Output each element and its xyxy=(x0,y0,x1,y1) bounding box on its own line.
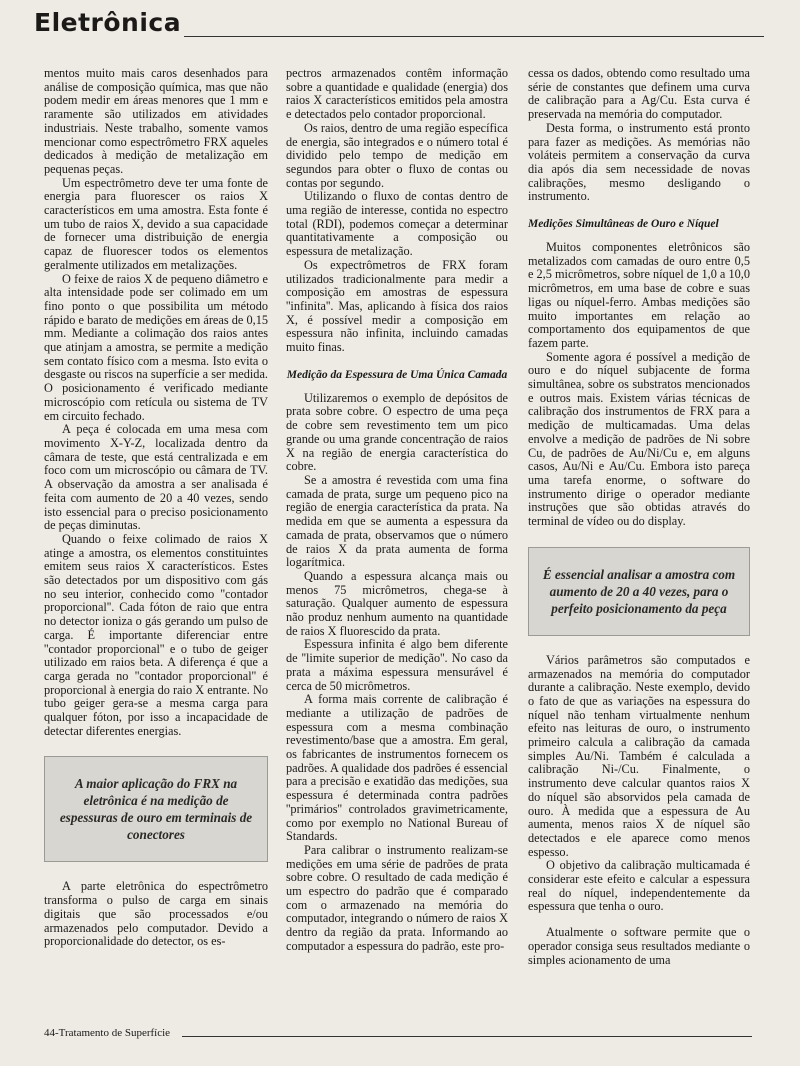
paragraph: Um espectrômetro deve ter uma fonte de energia para fluorescer os raios X característicos em uma amostra. Esta fonte é um tubo de raios X, devido a sua capacidade de fornecer uma distribuição de energia capaz de fluorescer todos os elementos geralmente utilizados em metalizações. xyxy=(44,175,268,272)
pull-quote: É essencial analisar a amostra com aumento de 20 a 40 vezes, para o perfeito posicionamento da peça xyxy=(528,547,750,636)
paragraph: Vários parâmetros são computados e armazenados na memória do computador durante a calibração. Neste exemplo, devido o fato de que as variações na espessura do níquel não tenham virtualmente nenhum efeito nas leituras de ouro, o instrumento primeiro calcula a calibração da camada simples Au/Ni. Também é calculada a calibração Ni-/Cu. Finalmente, o instrumento deve calcular quantos raios X do níquel são absorvidos pela camada de ouro. À medida que a espessura de Au aumenta, menos raios X de níquel são detectados e ele aparece como menos espesso. xyxy=(528,652,750,859)
section-title: Eletrônica xyxy=(34,8,182,37)
paragraph: A peça é colocada em uma mesa com movimento X-Y-Z, localizada dentro da câmara de teste, que está centralizada e em foco com um microscópio ou câmara de TV. A observação da amostra a ser analisada é feita com aumento de 20 a 40 vezes, sendo isto essencial para o preciso posicionamento de peças diminutas. xyxy=(44,422,268,533)
paragraph: A parte eletrônica do espectrômetro transforma o pulso de carga em sinais digitais que são processados e/ou armazenados pelo computador. Devido a proporcionalidade do detector, os es- xyxy=(44,879,268,949)
paragraph: Os expectrômetros de FRX foram utilizados tradicionalmente para medir a composição em amostras de espessura ''infinita''. Mas, aplicando à física dos raios X, é possível medir a composição em espessura não infinita, incluindo camadas muito finas. xyxy=(286,257,508,355)
paragraph: pectros armazenados contêm informação sobre a quantidade e qualidade (energia) dos raios X característicos emitidos pela amostra e detectados pelo contador proporcional. xyxy=(286,66,508,122)
paragraph: Espessura infinita é algo bem diferente de ''limite superior de medição''. No caso da prata a máxima espessura mensurável é cerca de 50 micrômetros. xyxy=(286,637,508,693)
paragraph: cessa os dados, obtendo como resultado uma série de constantes que definem uma curva de calibração para a Ag/Cu. Esta curva é preservada na memória do computador. xyxy=(528,66,750,122)
paragraph: Quando o feixe colimado de raios X atinge a amostra, os elementos constituintes emitem seus raios X característicos. Estes são detectados por um dispositivo com gás no seu interior, conhecido como ''contador proporcional''. Cada fóton de raio que entra no detector ioniza o gás gerando um pulso de carga. É importante diferenciar entre ''contador proporcional'' e o tubo de geiger utilizado em raios beta. A diferença é que a carga gerada no ''contador proporcional'' é proporcional à energia do raio X entrante. No tubo geiger gera-se a mesma carga para qualquer fóton, por isso a incapacidade de detectar diferentes energias. xyxy=(44,531,268,738)
folio: 44-Tratamento de Superfície xyxy=(44,1027,171,1039)
pull-quote: A maior aplicação do FRX na eletrônica é na medição de espessuras de ouro em terminais de conectores xyxy=(44,756,268,862)
paragraph: A forma mais corrente de calibração é mediante a utilização de padrões de espessura com a mesma combinação revestimento/base que a amostra. Em geral, os fabricantes de instrumentos fornecem os padrões. A qualidade dos padrões é essencial para a precisão e exatidão das medições, sua espessura é determinada contra padrões ''primários'' controlados gravimetricamente, como por exemplo no National Bureau of Standards. xyxy=(286,692,508,844)
column-1 xyxy=(44,67,268,949)
paragraph: Desta forma, o instrumento está pronto para fazer as medições. As memórias não voláteis permitem a conservação da curva dia após dia sem necessidade de novas calibrações, mesmo desligando o instrumento. xyxy=(528,120,750,204)
paragraph: Se a amostra é revestida com uma fina camada de prata, surge um pequeno pico na região de energia característica da prata. Na medida em que se aumenta a espessura da camada de prata, observamos que o número de raios X da prata aumenta de forma logarítmica. xyxy=(286,472,508,570)
paragraph: mentos muito mais caros desenhados para análise de composição química, mas que não podem medir em áreas menores que 1 mm e raramente são utilizados em atividades industriais. Neste trabalho, somente vamos mencionar como espectrômetro FRX aqueles dedicados à medição de metalização em pequenas peças. xyxy=(44,66,268,176)
page-header xyxy=(34,8,764,44)
footer-rule xyxy=(182,1036,752,1037)
paragraph: Para calibrar o instrumento realizam-se medições em uma série de padrões de prata sobre cobre. O resultado de cada medição é um espectro do padrão que é comparado com o armazenado na memória do computador, integrando o número de raios X dentro da região da prata. Informando ao computador a espessura do padrão, este pro- xyxy=(286,842,508,953)
paragraph: Atualmente o software permite que o operador consiga seus resultados mediante o simples acionamento de uma xyxy=(528,925,750,967)
paragraph: Utilizaremos o exemplo de depósitos de prata sobre cobre. O espectro de uma peça de cobre sem revestimento tem um pico grande ou uma grande concentração de raios X na região de energia característica do cobre. xyxy=(286,390,508,474)
paragraph: Somente agora é possível a medição de ouro e do níquel subjacente de forma simultânea, sobre os substratos mencionados e outros mais. Existem várias técnicas de calibração dos instrumentos de FRX para a medição de multicamadas. Uma delas envolve a medição de padrões de Ni sobre Cu, de padrões de Au/Ni/Cu e, em alguns casos, Au/Ni e Au/Cu. Embora isto pareça uma tarefa enorme, o software do instrumento dirige o operador mediante instruções que são obtidas através do terminal de vídeo ou do display. xyxy=(528,349,750,529)
header-rule xyxy=(184,36,764,37)
subheading: Medições Simultâneas de Ouro e Níquel xyxy=(528,218,719,231)
column-3 xyxy=(528,67,750,967)
paragraph: Muitos componentes eletrônicos são metalizados com camadas de ouro entre 0,5 e 2,5 micrômetros, sobre níquel de 1,0 a 10,0 micrômetros, em uma base de cobre e suas ligas ou níquel-ferro. Ambas medições são muito importantes em relação ao comportamento dos equipamentos de que fazem parte. xyxy=(528,240,750,350)
paragraph: O objetivo da calibração multicamada é considerar este efeito e calcular a espessura real do níquel, independentemente da espessura que tenha o ouro. xyxy=(528,858,750,914)
column-2 xyxy=(286,67,508,954)
subheading: Medição da Espessura de Uma Única Camada xyxy=(286,368,508,381)
paragraph: O feixe de raios X de pequeno diâmetro e alta intensidade pode ser colimado em um fino ponto o que possibilita um método rápido e barato de medições em áreas de 0,15 mm. Mediante a colimação dos raios antes que atinjam a amostra, se permite a medição sem contato físico com a mesma. Isto evita o desgaste ou riscos na superfície a ser medida. O posicionamento é verificado mediante microscópio com retícula ou sistema de TV em circuito fechado. xyxy=(44,271,268,423)
page-footer xyxy=(44,1027,752,1041)
paragraph: Quando a espessura alcança mais ou menos 75 micrômetros, chega-se à saturação. Qualquer aumento de espessura não produz nenhum aumento na quantidade de raios X fluorescido da prata. xyxy=(286,568,508,638)
paragraph: Os raios, dentro de uma região específica de energia, são integrados e o número total é dividido pelo tempo de medição em segundos para obter o fluxo de contas ou contas por segundo. xyxy=(286,120,508,190)
paragraph: Utilizando o fluxo de contas dentro de uma região de interesse, contida no espectro total (RDI), podemos começar a determinar quantitativamente a composição ou espessura de metalização. xyxy=(286,189,508,259)
